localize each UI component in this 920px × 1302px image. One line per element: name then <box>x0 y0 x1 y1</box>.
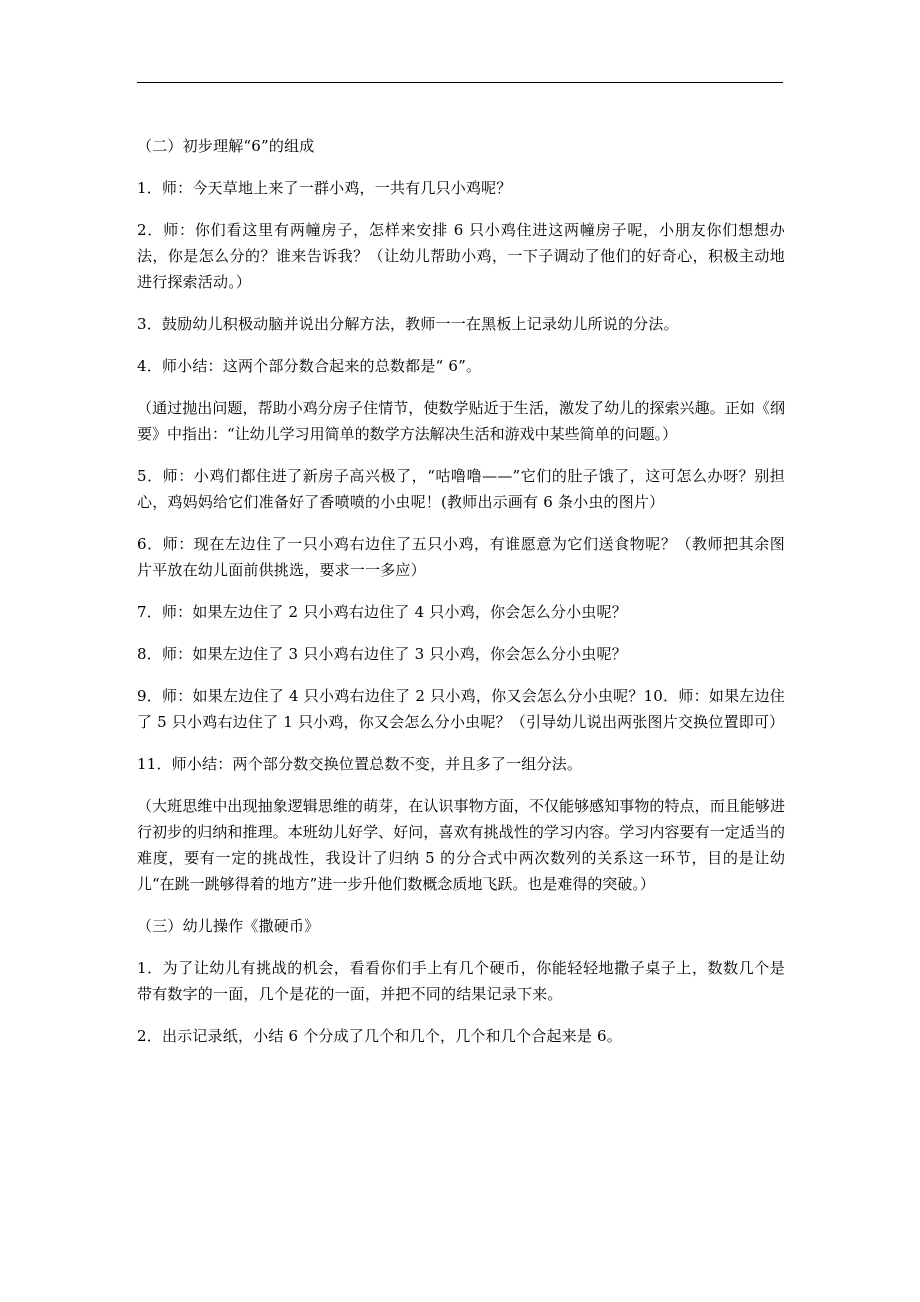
header-rule <box>137 82 783 83</box>
section-heading-2: （二）初步理解“6”的组成 <box>137 137 315 155</box>
paragraph-step-6: 6．师：现在左边住了一只小鸡右边住了五只小鸡，有谁愿意为它们送食物呢？（教师把其余图片平放在幼儿面前供挑选，要求一一多应） <box>137 535 785 579</box>
section-heading-3: （三）幼儿操作《撒硬币》 <box>137 917 320 935</box>
paragraph-step-3: 3．鼓励幼儿积极动脑并说出分解方法，教师一一在黑板上记录幼儿所说的分法。 <box>137 315 679 333</box>
paragraph-step-2: 2．师：你们看这里有两幢房子，怎样来安排 6 只小鸡住进这两幢房子呢，小朋友你们想想办法，你是怎么分的？谁来告诉我？（让幼儿帮助小鸡，一下子调动了他们的好奇心，积极主动地进行探索活动。） <box>137 221 785 291</box>
paragraph-step-5: 5．师：小鸡们都住进了新房子高兴极了，“咕噜噜——”它们的肚子饿了，这可怎么办呀？别担心，鸡妈妈给它们准备好了香喷喷的小虫呢！(教师出示画有 6 条小虫的图片） <box>137 467 785 511</box>
paragraph-step-11: 11．师小结：两个部分数交换位置总数不变，并且多了一组分法。 <box>137 755 583 773</box>
paragraph-note-1: （通过抛出问题，帮助小鸡分房子住情节，使数学贴近于生活，激发了幼儿的探索兴趣。正如《纲要》中指出：“让幼儿学习用简单的数学方法解决生活和游戏中某些简单的问题。） <box>137 399 785 443</box>
paragraph-operation-1: 1．为了让幼儿有挑战的机会，看看你们手上有几个硬币，你能轻轻地撒子桌子上，数数几个是带有数字的一面，几个是花的一面，并把不同的结果记录下来。 <box>137 959 785 1003</box>
paragraph-operation-2: 2．出示记录纸，小结 6 个分成了几个和几个，几个和几个合起来是 6。 <box>137 1027 622 1045</box>
paragraph-step-1: 1．师：今天草地上来了一群小鸡，一共有几只小鸡呢？ <box>137 179 512 197</box>
paragraph-step-9-10: 9．师：如果左边住了 4 只小鸡右边住了 2 只小鸡，你又会怎么分小虫呢？10．师：如果左边住了 5 只小鸡右边住了 1 只小鸡，你又会怎么分小虫呢？（引导幼儿说出两张图片交换位置即可） <box>137 687 785 731</box>
paragraph-step-8: 8．师：如果左边住了 3 只小鸡右边住了 3 只小鸡，你会怎么分小虫呢？ <box>137 645 627 663</box>
paragraph-step-4: 4．师小结：这两个部分数合起来的总数都是“ 6”。 <box>137 357 482 375</box>
document-body <box>137 133 785 1065</box>
paragraph-step-7: 7．师：如果左边住了 2 只小鸡右边住了 4 只小鸡，你会怎么分小虫呢？ <box>137 603 627 621</box>
paragraph-note-2: （大班思维中出现抽象逻辑思维的萌芽，在认识事物方面，不仅能够感知事物的特点，而且能够进行初步的归纳和推理。本班幼儿好学、好问，喜欢有挑战性的学习内容。学习内容要有一定适当的难度，要有一定的挑战性，我设计了归纳 5 的分合式中两次数列的关系这一环节，目的是让幼儿“在跳一跳够得着的地方”进一步升他们数概念质地飞跃。也是难得的突破。） <box>137 797 785 893</box>
